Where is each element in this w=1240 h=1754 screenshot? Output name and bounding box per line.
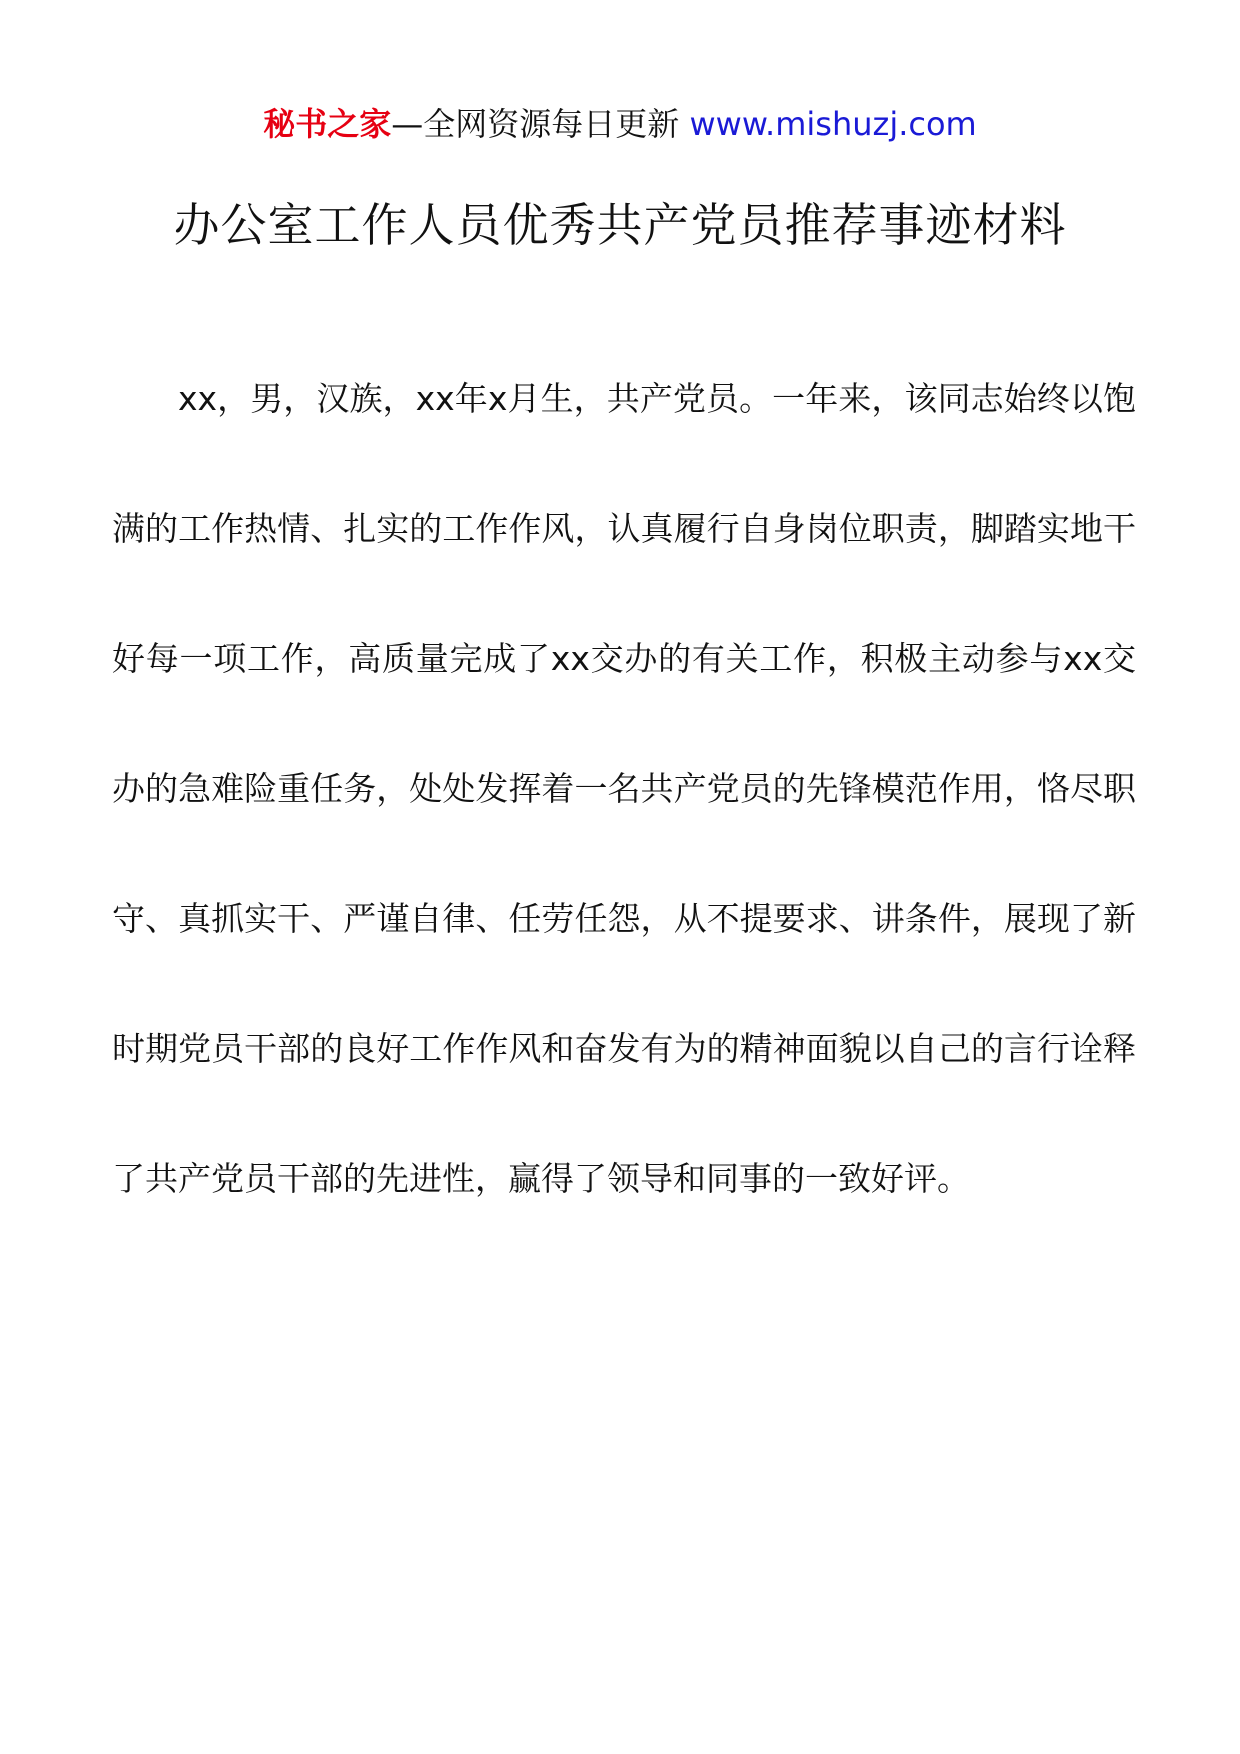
document-title: 办公室工作人员优秀共产党员推荐事迹材料 [173, 198, 1067, 252]
brand-name: 秘书之家 [263, 105, 392, 143]
site-url: www.mishuzj.com [689, 105, 977, 143]
brand-tagline: —全网资源每日更新 [391, 105, 690, 143]
document-paragraph: xx，男，汉族，xx年x月生，共产党员。一年来，该同志始终以饱满的工作热情、扎实的工作作风，认真履行自身岗位职责，脚踏实地干好每一项工作，高质量完成了xx交办的有关工作，积极主动参与xx交办的急难险重任务，处处发挥着一名共产党员的先锋模范作用，恪尽职守、真抓实干、严谨自律、任劳任怨，从不提要求、讲条件，展现了新时期党员干部的良好工作作风和奋发有为的精神面貌以自己的言行诠释了共产党员干部的先进性，赢得了领导和同事的一致好评。 [112, 379, 1136, 1198]
watermark-header [0, 100, 1240, 148]
